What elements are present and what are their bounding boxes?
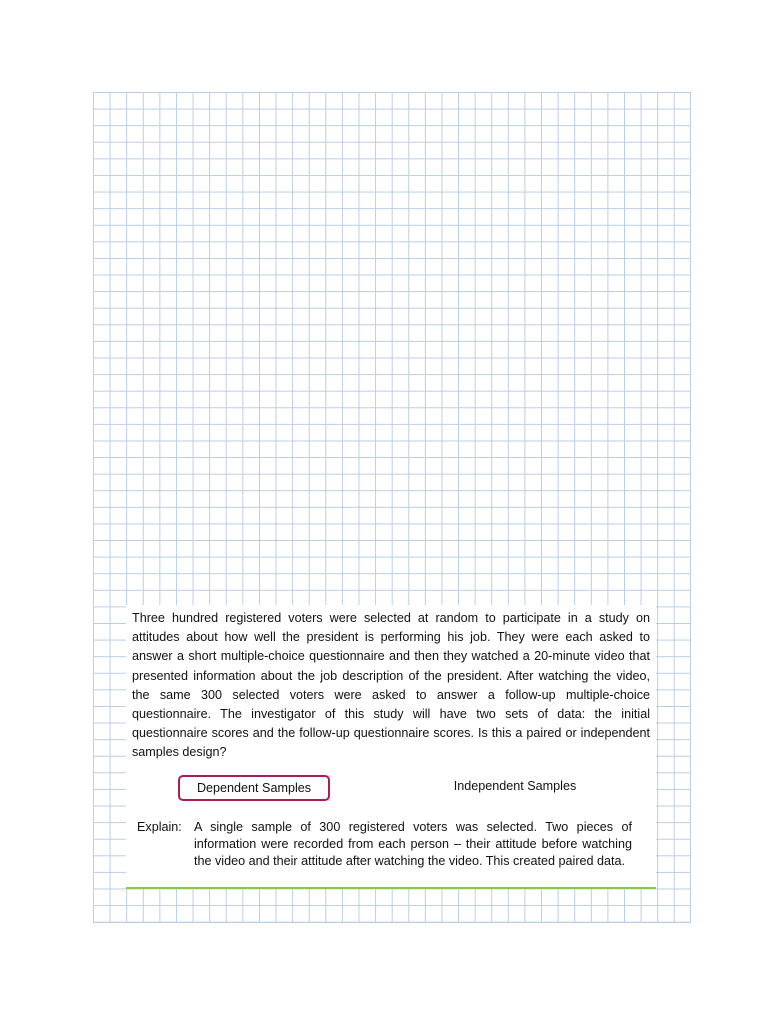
question-text: Three hundred registered voters were selected at random to participate in a study on attitudes about how well the president is performing his job. They were each asked to answer a short multiple-choice questionnaire and then they watched a 20-minute video that presented information about the job description of the president. After watching the video, the same 300 selected voters were asked to answer a follow-up multiple-choice questionnaire. The investigator of this study will have two sets of data: the initial questionnaire scores and the follow-up questionnaire scores. Is this a paired or independent samples design? (132, 611, 650, 760)
independent-samples-option[interactable]: Independent Samples (453, 779, 577, 793)
explain-label: Explain: (137, 820, 182, 834)
question-card (126, 605, 656, 889)
dependent-samples-option[interactable]: Dependent Samples (178, 775, 330, 801)
explanation-text: A single sample of 300 registered voters was selected. Two pieces of information were recorded from each person – their attitude before watching the video and their attitude after watching the video. This created paired data. (194, 820, 632, 868)
